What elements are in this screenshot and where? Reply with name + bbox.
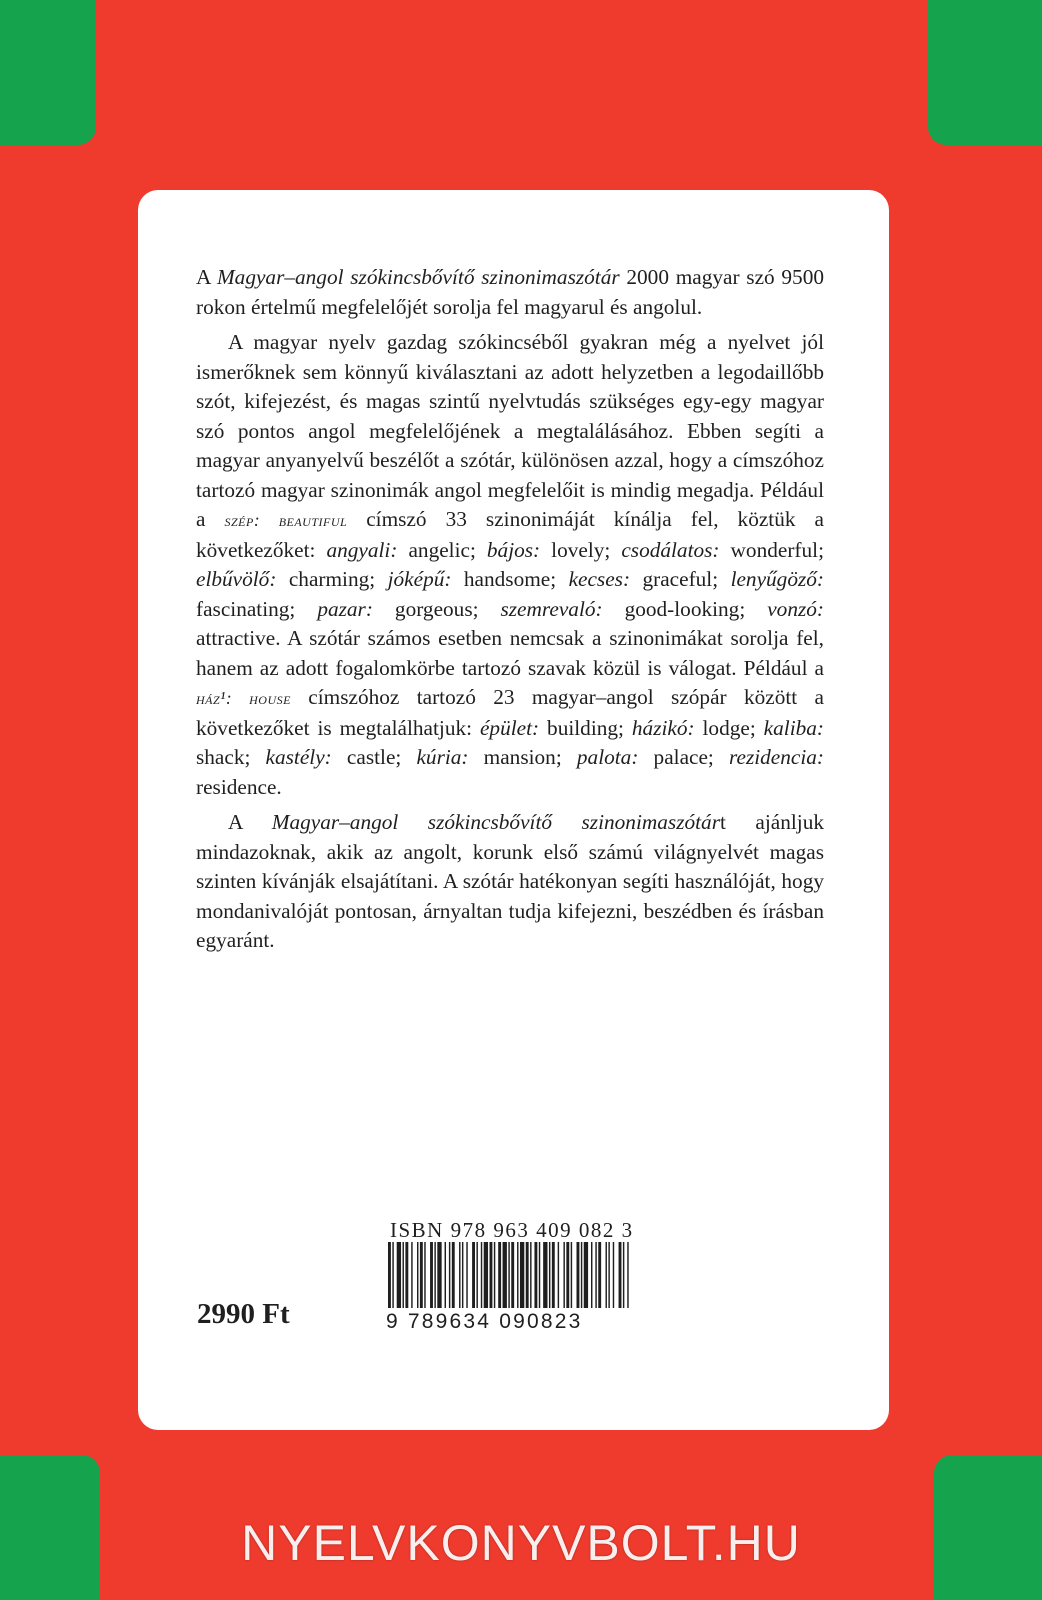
barcode-bar	[591, 1242, 592, 1308]
english-equivalent: castle;	[331, 745, 417, 769]
hungarian-word: házikó:	[631, 715, 695, 740]
hungarian-word: angyali:	[326, 537, 398, 562]
headword-example-2: ház¹: house	[196, 688, 291, 708]
hungarian-word: pazar:	[317, 596, 373, 621]
english-equivalent: attractive.	[196, 626, 281, 650]
barcode-bar	[434, 1242, 435, 1308]
hungarian-word: lenyűgöző:	[730, 567, 825, 591]
english-equivalent: handsome;	[451, 567, 569, 591]
barcode-bar	[627, 1242, 628, 1308]
barcode-bar	[484, 1242, 488, 1308]
blurb-paragraph-1: A Magyar–angol szókincsbővítő szinonimaszótár 2000 magyar szó 9500 rokon értelmű megfelelőjét sorolja fel magyarul és angolul.	[196, 265, 824, 319]
green-corner-top-left	[0, 0, 96, 145]
barcode-bar	[508, 1242, 509, 1308]
barcode-bar	[598, 1242, 601, 1308]
hungarian-word: jóképű:	[387, 567, 452, 591]
barcode-bar	[494, 1242, 495, 1308]
hungarian-word: kaliba:	[763, 715, 824, 740]
book-title: Magyar–angol szókincsbővítő szinonimaszótár	[271, 810, 720, 834]
barcode-bar	[549, 1242, 550, 1308]
barcode-bar	[577, 1242, 580, 1308]
barcode-bar	[420, 1242, 423, 1308]
barcode-bar	[534, 1242, 537, 1308]
barcode-bar	[411, 1242, 412, 1308]
barcode-bar	[526, 1242, 529, 1308]
barcode-bar	[459, 1242, 460, 1308]
english-equivalent: lodge;	[694, 715, 764, 740]
english-equivalent: fascinating;	[196, 596, 318, 621]
barcode-bar	[466, 1242, 467, 1308]
barcode-bar	[539, 1242, 540, 1308]
barcode-bar	[571, 1242, 572, 1308]
barcode-bar	[608, 1242, 609, 1308]
isbn-number: ISBN 978 963 409 082 3	[390, 1218, 634, 1242]
barcode-bar	[392, 1242, 393, 1308]
english-equivalent: palace;	[638, 745, 729, 769]
blurb-paragraph-2: A magyar nyelv gazdag szókincséből gyakran még a nyelvet jól ismerőknek sem könnyű kiválasztani az adott helyzetben a legodaillőbb szót, kifejezést, és magas szintű nyelvtudás szükséges egy-egy magyar szó pontos angol megfelelőjének a megtalálásához. Ebben segíti a magyar anyanyelvű beszélőt a szótár, különösen azzal, hogy a címszóhoz tartozó magyar szinonimák angol megfelelőit is mindig megadja. Például a szép: beautiful címszó 33 szinonimáját kínálja fel, köztük a következőket: angyali: angelic; bájos: lovely; csodálatos: wonderful; elbűvölő: charming; jóképű: handsome; kecses: graceful; lenyűgöző: fascinating; pazar: gorgeous; szemrevaló: good-looking; vonzó: attractive. A szótár számos esetben nemcsak a szinonimákat sorolja fel, hanem az adott fogalomkörbe tartozó szavak közül is válogat. Például a ház¹: house címszóhoz tartozó 23 magyar–angol szópár között a következőket is megtalálhatjuk: épület: building; házikó: lodge; kaliba: shack; kastély: castle; kúria: mansion; palota: palace; rezidencia: residence.	[196, 330, 825, 799]
english-equivalent: shack;	[196, 745, 266, 769]
barcode-bar	[595, 1242, 596, 1308]
barcode-bar	[498, 1242, 501, 1308]
barcode-bar	[481, 1242, 482, 1308]
hungarian-word: kastély:	[265, 745, 332, 769]
barcode-bar	[424, 1242, 425, 1308]
barcode-bar	[563, 1242, 564, 1308]
barcode-bar	[530, 1242, 531, 1308]
barcode-bar	[397, 1242, 401, 1308]
green-corner-top-right	[928, 0, 1042, 145]
barcode-bar	[462, 1242, 463, 1308]
barcode-bars	[386, 1242, 630, 1308]
hungarian-word: palota:	[576, 745, 639, 769]
headword-example-1: szép: beautiful	[224, 510, 348, 530]
english-equivalent: graceful;	[630, 567, 731, 591]
hungarian-word: kúria:	[416, 745, 469, 769]
barcode-digits: 9 789634 090823	[386, 1310, 583, 1333]
barcode-bar	[417, 1242, 418, 1308]
blurb-paragraph-3: A Magyar–angol szókincsbővítő szinonimaszótárt ajánljuk mindazoknak, akik az angolt, korunk első számú világnyelvét magas szinten kívánják elsajátítani. A szótár hatékonyan segíti használóját, hogy mondanivalóját pontosan, árnyaltan tudja kifejezni, beszédben és írásban egyaránt.	[196, 810, 825, 952]
barcode-bar	[405, 1242, 408, 1308]
barcode-bar	[476, 1242, 477, 1308]
barcode-bar	[584, 1242, 588, 1308]
barcode-bar	[566, 1242, 569, 1308]
hungarian-word: épület:	[479, 715, 540, 740]
english-equivalent: lovely;	[540, 537, 622, 562]
barcode-bar	[452, 1242, 455, 1308]
english-equivalent: building;	[539, 715, 632, 740]
barcode-bar	[558, 1242, 559, 1308]
barcode-bar	[552, 1242, 555, 1308]
barcode-bar	[388, 1242, 391, 1308]
barcode-bar	[606, 1242, 607, 1308]
watermark: NYELVKONYVBOLT.HU	[241, 1515, 801, 1571]
hungarian-word: elbűvölő:	[196, 567, 277, 591]
hungarian-word: szemrevaló:	[500, 596, 603, 621]
barcode-bar	[517, 1242, 518, 1308]
hungarian-word: kecses:	[568, 567, 631, 591]
barcode-bar	[445, 1242, 446, 1308]
english-equivalent: gorgeous;	[372, 596, 501, 621]
barcode-bar	[437, 1242, 441, 1308]
barcode	[386, 1242, 630, 1308]
english-equivalent: charming;	[276, 567, 388, 591]
english-equivalent: good-looking;	[602, 596, 768, 621]
blurb-text	[196, 263, 824, 956]
barcode-bar	[449, 1242, 450, 1308]
english-equivalent: angelic;	[397, 537, 487, 562]
barcode-bar	[511, 1242, 514, 1308]
barcode-bar	[472, 1242, 475, 1308]
barcode-bar	[403, 1242, 404, 1308]
english-equivalent: mansion;	[468, 745, 577, 769]
barcode-bar	[581, 1242, 582, 1308]
english-equivalent: residence.	[196, 774, 282, 799]
barcode-bar	[520, 1242, 524, 1308]
english-equivalent: wonderful;	[719, 537, 824, 562]
barcode-bar	[613, 1242, 614, 1308]
hungarian-word: bájos:	[486, 537, 541, 562]
barcode-bar	[543, 1242, 547, 1308]
hungarian-word: vonzó:	[767, 596, 824, 621]
barcode-bar	[619, 1242, 622, 1308]
barcode-bar	[623, 1242, 624, 1308]
white-text-panel	[138, 190, 889, 1430]
hungarian-word: rezidencia:	[729, 745, 825, 769]
hungarian-word: csodálatos:	[621, 537, 720, 562]
barcode-bar	[503, 1242, 507, 1308]
book-title: Magyar–angol szókincsbővítő szinonimaszótár	[216, 265, 620, 289]
barcode-bar	[430, 1242, 433, 1308]
price: 2990 Ft	[197, 1298, 290, 1330]
barcode-bar	[490, 1242, 493, 1308]
